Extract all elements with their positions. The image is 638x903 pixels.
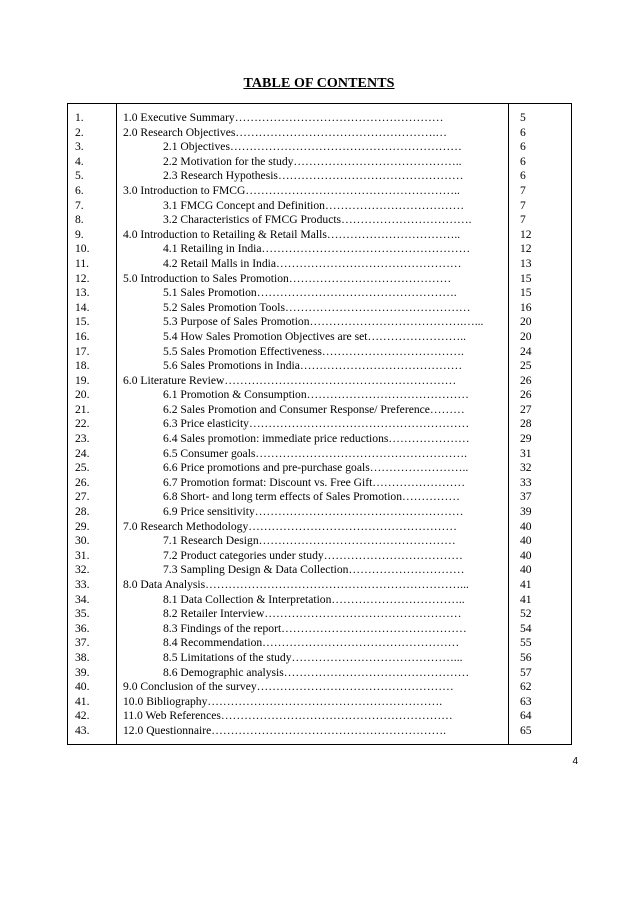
toc-row-number: 43. <box>75 723 90 737</box>
toc-row-number: 42. <box>75 709 90 723</box>
toc-row <box>68 461 571 476</box>
toc-row <box>68 286 571 301</box>
toc-row-number: 23. <box>75 432 90 446</box>
toc-entry-page: 64 <box>520 709 532 723</box>
toc-entry-text: 8.6 Demographic analysis………………………………………… <box>163 665 470 679</box>
toc-row-number: 39. <box>75 665 90 679</box>
toc-row <box>68 607 571 622</box>
toc-row-number: 33. <box>75 578 90 591</box>
toc-entry-page: 52 <box>520 607 532 621</box>
toc-entry-text: 6.8 Short- and long term effects of Sales Promotion…………… <box>163 490 460 504</box>
toc-row <box>68 126 571 141</box>
toc-entry-page: 40 <box>520 548 532 562</box>
toc-entry-page: 7 <box>520 213 526 227</box>
toc-row <box>68 184 571 199</box>
toc-entry-text: 8.4 Recommendation…………………………………………… <box>163 636 460 650</box>
toc-row-number: 25. <box>75 461 90 475</box>
toc-entry-text: 8.3 Findings of the report………………………………………… <box>163 621 467 635</box>
toc-row <box>68 447 571 462</box>
toc-row-number: 12. <box>75 271 90 285</box>
toc-row <box>68 651 571 666</box>
toc-row <box>68 709 571 724</box>
toc-row <box>68 432 571 447</box>
toc-row-number: 5. <box>75 169 84 183</box>
toc-entry-page: 26 <box>520 373 532 387</box>
toc-entry-text: 5.6 Sales Promotions in India…………………………………… <box>163 359 463 373</box>
toc-entry-page: 54 <box>520 621 532 635</box>
toc-entry-page: 65 <box>520 723 532 737</box>
toc-entry-text: 7.1 Research Design…………………………………………… <box>163 534 456 548</box>
toc-row-number: 16. <box>75 329 90 343</box>
toc-row-number: 26. <box>75 475 90 489</box>
toc-row <box>68 301 571 316</box>
toc-entry-page: 57 <box>520 665 532 679</box>
toc-row-number: 14. <box>75 300 90 314</box>
toc-entry-page: 37 <box>520 490 532 504</box>
toc-entry-page: 13 <box>520 256 532 270</box>
toc-entry-page: 7 <box>520 198 526 212</box>
toc-row <box>68 199 571 214</box>
toc-entry-page: 40 <box>520 519 532 533</box>
toc-row <box>68 578 571 593</box>
toc-entry-page: 41 <box>520 578 532 591</box>
toc-row <box>68 359 571 374</box>
toc-row-number: 22. <box>75 417 90 431</box>
toc-row <box>68 388 571 403</box>
toc-row <box>68 169 571 184</box>
toc-entry-text: 3.1 FMCG Concept and Definition……………………………… <box>163 198 465 212</box>
toc-entry-text: 2.0 Research Objectives…………………………………………….… <box>123 125 447 139</box>
toc-entry-text: 1.0 Executive Summary……………………………………………… <box>123 111 444 124</box>
toc-row-number: 20. <box>75 388 90 402</box>
toc-entry-text: 5.2 Sales Promotion Tools………………………………………… <box>163 300 471 314</box>
toc-entry-text: 7.0 Research Methodology……………………………………………… <box>123 519 457 533</box>
toc-entry-page: 15 <box>520 286 532 300</box>
toc-row-number: 6. <box>75 183 84 197</box>
toc-entry-text: 8.1 Data Collection & Interpretation…………………………….. <box>163 592 465 606</box>
toc-row-number: 38. <box>75 650 90 664</box>
toc-entry-page: 12 <box>520 227 532 241</box>
toc-entry-page: 32 <box>520 461 532 475</box>
toc-row-number: 17. <box>75 344 90 358</box>
toc-entry-page: 27 <box>520 402 532 416</box>
toc-row-number: 24. <box>75 446 90 460</box>
page-title: TABLE OF CONTENTS <box>243 76 395 91</box>
toc-entry-page: 41 <box>520 592 532 606</box>
toc-row <box>68 666 571 681</box>
toc-entry-page: 15 <box>520 271 532 285</box>
toc-row <box>68 242 571 257</box>
toc-row <box>68 534 571 549</box>
toc-entry-page: 39 <box>520 505 532 519</box>
toc-row-number: 21. <box>75 402 90 416</box>
toc-row <box>68 272 571 287</box>
toc-table <box>67 103 572 745</box>
toc-entry-text: 4.2 Retail Malls in India………………………………………… <box>163 256 462 270</box>
toc-entry-text: 5.4 How Sales Promotion Objectives are set…………………….. <box>163 329 467 343</box>
toc-row <box>68 417 571 432</box>
page-number: 4 <box>572 756 578 767</box>
toc-entry-page: 25 <box>520 359 532 373</box>
toc-entry-text: 11.0 Web References…………………………………………………… <box>123 709 453 723</box>
toc-row-number: 11. <box>75 256 90 270</box>
toc-entry-page: 63 <box>520 694 532 708</box>
toc-entry-text: 3.0 Introduction to FMCG……………………………………………….. <box>123 183 460 197</box>
toc-entry-text: 4.1 Retailing in India……………………………………………… <box>163 242 471 256</box>
toc-entry-page: 16 <box>520 300 532 314</box>
toc-entry-text: 6.4 Sales promotion: immediate price reductions………………… <box>163 432 470 446</box>
toc-row-number: 31. <box>75 548 90 562</box>
toc-entry-text: 6.3 Price elasticity………………………………………………… <box>163 417 470 431</box>
toc-row-number: 10. <box>75 242 90 256</box>
toc-entry-text: 6.7 Promotion format: Discount vs. Free Gift…………………… <box>163 475 466 489</box>
toc-entry-page: 7 <box>520 183 526 197</box>
toc-entry-page: 62 <box>520 680 532 694</box>
toc-entry-text: 6.5 Consumer goals………………………………………………. <box>163 446 468 460</box>
toc-entry-page: 6 <box>520 125 526 139</box>
toc-entry-page: 6 <box>520 140 526 154</box>
toc-entry-text: 5.0 Introduction to Sales Promotion…………………………………… <box>123 271 452 285</box>
toc-entry-text: 10.0 Bibliography……………………………………………………. <box>123 694 443 708</box>
toc-entry-page: 40 <box>520 534 532 548</box>
toc-row <box>68 636 571 651</box>
toc-entry-page: 26 <box>520 388 532 402</box>
toc-row <box>68 520 571 535</box>
toc-rows <box>68 111 571 739</box>
toc-row-number: 27. <box>75 490 90 504</box>
toc-row <box>68 403 571 418</box>
toc-entry-page: 28 <box>520 417 532 431</box>
toc-row-number: 28. <box>75 505 90 519</box>
toc-entry-page: 12 <box>520 242 532 256</box>
toc-row-number: 13. <box>75 286 90 300</box>
toc-row <box>68 315 571 330</box>
toc-row-number: 37. <box>75 636 90 650</box>
toc-row-number: 30. <box>75 534 90 548</box>
toc-row-number: 35. <box>75 607 90 621</box>
toc-row-number: 18. <box>75 359 90 373</box>
toc-row <box>68 476 571 491</box>
toc-entry-page: 6 <box>520 169 526 183</box>
toc-entry-text: 8.2 Retailer Interview…………………………………………… <box>163 607 462 621</box>
toc-row-number: 9. <box>75 227 84 241</box>
toc-entry-page: 20 <box>520 315 532 329</box>
toc-entry-text: 8.0 Data Analysis…………………………………………………………... <box>123 578 469 591</box>
toc-entry-text: 6.0 Literature Review…………………………………………………… <box>123 373 457 387</box>
toc-entry-text: 6.6 Price promotions and pre-purchase goals…………………….. <box>163 461 469 475</box>
toc-entry-page: 31 <box>520 446 532 460</box>
toc-entry-page: 5 <box>520 111 526 124</box>
toc-entry-text: 12.0 Questionnaire……………………………………………………. <box>123 723 446 737</box>
toc-row-number: 7. <box>75 198 84 212</box>
toc-entry-page: 24 <box>520 344 532 358</box>
toc-row <box>68 563 571 578</box>
toc-row <box>68 257 571 272</box>
toc-entry-text: 6.2 Sales Promotion and Consumer Response/ Preference……… <box>163 402 465 416</box>
toc-entry-page: 29 <box>520 432 532 446</box>
toc-row-number: 19. <box>75 373 90 387</box>
toc-row-number: 2. <box>75 125 84 139</box>
toc-row <box>68 155 571 170</box>
toc-row <box>68 724 571 739</box>
toc-row <box>68 330 571 345</box>
toc-entry-text: 5.5 Sales Promotion Effectiveness………………………………. <box>163 344 464 358</box>
toc-entry-text: 6.9 Price sensitivity……………………………………………… <box>163 505 464 519</box>
toc-row <box>68 505 571 520</box>
toc-row <box>68 374 571 389</box>
toc-entry-page: 20 <box>520 329 532 343</box>
toc-row-number: 32. <box>75 563 90 577</box>
toc-entry-text: 3.2 Characteristics of FMCG Products……………………………. <box>163 213 472 227</box>
toc-row-number: 4. <box>75 154 84 168</box>
toc-row-number: 8. <box>75 213 84 227</box>
toc-row-number: 34. <box>75 592 90 606</box>
toc-row <box>68 622 571 637</box>
toc-entry-text: 2.3 Research Hypothesis………………………………………… <box>163 169 464 183</box>
toc-entry-page: 55 <box>520 636 532 650</box>
toc-entry-text: 9.0 Conclusion of the survey…………………………………………… <box>123 680 454 694</box>
toc-entry-page: 6 <box>520 154 526 168</box>
toc-row-number: 3. <box>75 140 84 154</box>
toc-entry-text: 8.5 Limitations of the study……………………………………... <box>163 650 463 664</box>
toc-row-number: 36. <box>75 621 90 635</box>
toc-row <box>68 228 571 243</box>
toc-entry-text: 2.1 Objectives…………………………………………………… <box>163 140 462 154</box>
toc-row-number: 29. <box>75 519 90 533</box>
toc-row <box>68 490 571 505</box>
toc-entry-text: 7.3 Sampling Design & Data Collection………………………… <box>163 563 465 577</box>
toc-row <box>68 695 571 710</box>
toc-row <box>68 213 571 228</box>
toc-row <box>68 680 571 695</box>
toc-row <box>68 593 571 608</box>
toc-row <box>68 549 571 564</box>
toc-entry-text: 2.2 Motivation for the study…………………………………….. <box>163 154 462 168</box>
toc-entry-page: 40 <box>520 563 532 577</box>
toc-row-number: 1. <box>75 111 84 124</box>
toc-row <box>68 111 571 126</box>
toc-entry-text: 5.1 Sales Promotion……………………………………………. <box>163 286 457 300</box>
toc-row <box>68 345 571 360</box>
toc-row-number: 40. <box>75 680 90 694</box>
toc-entry-text: 4.0 Introduction to Retailing & Retail Malls…………………………….. <box>123 227 461 241</box>
toc-row <box>68 140 571 155</box>
toc-row-number: 15. <box>75 315 90 329</box>
toc-entry-page: 33 <box>520 475 532 489</box>
toc-row-number: 41. <box>75 694 90 708</box>
toc-entry-page: 56 <box>520 650 532 664</box>
toc-entry-text: 6.1 Promotion & Consumption…………………………………… <box>163 388 469 402</box>
toc-entry-text: 5.3 Purpose of Sales Promotion………………………………….…... <box>163 315 484 329</box>
toc-entry-text: 7.2 Product categories under study……………………………… <box>163 548 463 562</box>
